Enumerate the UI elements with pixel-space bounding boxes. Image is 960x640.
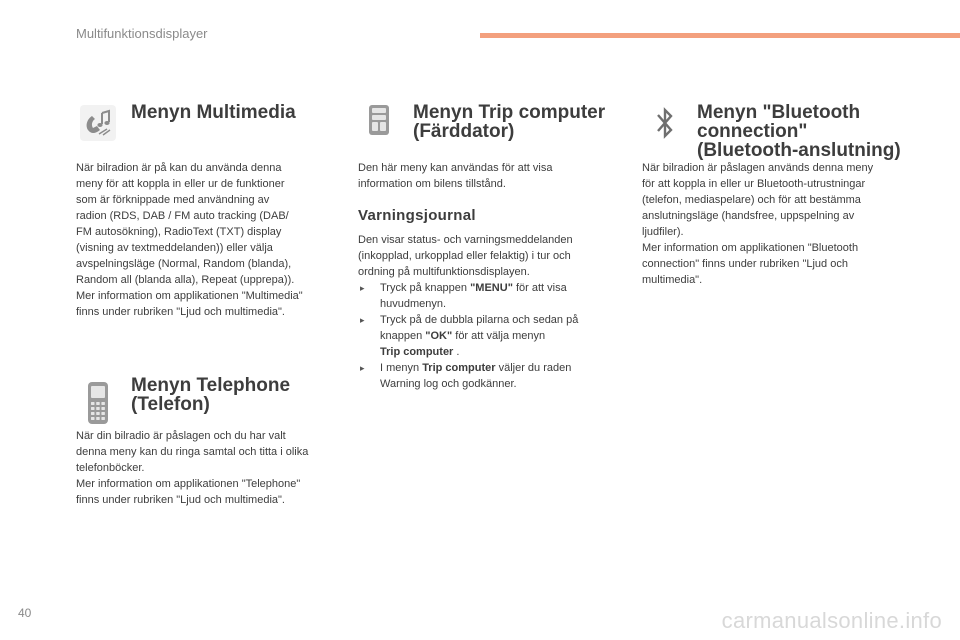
bluetooth-icon xyxy=(655,106,675,145)
text-line: När bilradion är påslagen används denna meny xyxy=(642,162,874,174)
text-line: multimedia". xyxy=(642,274,703,286)
step-item: ▸ I menyn Trip computer väljer du raden Warning log och godkänner. xyxy=(358,360,628,392)
text-line: som är förknippade med användning av xyxy=(76,194,270,206)
bluetooth-heading xyxy=(697,103,901,160)
phone-handset-music-note-icon xyxy=(79,104,117,147)
heading-line: Menyn "Bluetooth xyxy=(697,102,861,123)
watermark: carmanualsonline.info xyxy=(721,608,942,633)
text-line: Mer information om applikationen "Telephone" xyxy=(76,478,301,490)
trip-computer-display-icon xyxy=(368,104,390,141)
text-line: information om bilens tillstånd. xyxy=(358,178,506,190)
text-line: (telefon, mediaspelare) och för att bestämma xyxy=(642,194,861,206)
trip-heading xyxy=(413,103,605,141)
text-line: ordning på multifunktionsdisplayen. xyxy=(358,266,530,278)
text-line: FM autosökning), RadioText (TXT) display xyxy=(76,226,282,238)
text-line: Random all (blanda alla), Repeat (upprepa)). xyxy=(76,274,295,286)
text-line: Mer information om applikationen "Multimedia" xyxy=(76,290,303,302)
heading-line: (Bluetooth-anslutning) xyxy=(697,140,901,161)
text-line: anslutningsläge (handsfree, uppspelning av xyxy=(642,210,855,222)
text-line: ljudfiler). xyxy=(642,226,684,238)
trip-intro xyxy=(358,160,628,192)
page-number: 40 xyxy=(18,606,32,620)
text-line: (inkopplad, urkopplad eller felaktig) i tur och xyxy=(358,250,571,262)
text-line: för att koppla in eller ur Bluetooth-utrustningar xyxy=(642,178,866,190)
step-item: ▸ Tryck på knappen "MENU" för att visa huvudmenyn. xyxy=(358,280,628,312)
heading-line: Menyn Telephone xyxy=(131,375,291,396)
heading-line: (Färddator) xyxy=(413,121,515,142)
text-line: Mer information om applikationen "Bluetooth xyxy=(642,242,859,254)
text-line: avspelningsläge (Normal, Random (blanda), xyxy=(76,258,292,270)
text-line: radion (RDS, DAB / FM auto tracking (DAB/ xyxy=(76,210,289,222)
trip-steps-list xyxy=(358,280,628,392)
text-line: När bilradion är på kan du använda denna xyxy=(76,162,282,174)
text-line: connection" finns under rubriken "Ljud och xyxy=(642,258,848,270)
text-line: finns under rubriken "Ljud och multimedia". xyxy=(76,494,285,506)
step-item: ▸ Tryck på de dubbla pilarna och sedan på knappen "OK" för att välja menyn Trip computer . xyxy=(358,312,628,360)
header-accent-rule xyxy=(480,33,960,38)
mobile-phone-icon xyxy=(86,381,110,430)
bluetooth-body xyxy=(642,160,912,288)
text-line: meny för att koppla in eller ur de funktioner xyxy=(76,178,285,190)
text-line: (visning av textmeddelanden)) eller välja xyxy=(76,242,273,254)
telephone-body xyxy=(76,428,346,508)
text-line: Den visar status- och varningsmeddelanden xyxy=(358,234,573,246)
text-line: När din bilradio är påslagen och du har valt xyxy=(76,430,286,442)
text-line: Den här meny kan användas för att visa xyxy=(358,162,553,174)
text-line: finns under rubriken "Ljud och multimedia". xyxy=(76,306,285,318)
multimedia-heading: Menyn Multimedia xyxy=(131,102,296,123)
heading-line: connection" xyxy=(697,121,808,142)
telephone-heading xyxy=(131,376,290,414)
heading-line: Menyn Trip computer xyxy=(413,102,606,123)
running-header: Multifunktionsdisplayer xyxy=(76,26,208,41)
heading-line: (Telefon) xyxy=(131,394,210,415)
multimedia-body xyxy=(76,160,346,320)
warning-log-body xyxy=(358,232,628,280)
text-line: denna meny kan du ringa samtal och titta i olika xyxy=(76,446,309,458)
text-line: telefonböcker. xyxy=(76,462,145,474)
warning-log-heading: Varningsjournal xyxy=(358,207,476,224)
